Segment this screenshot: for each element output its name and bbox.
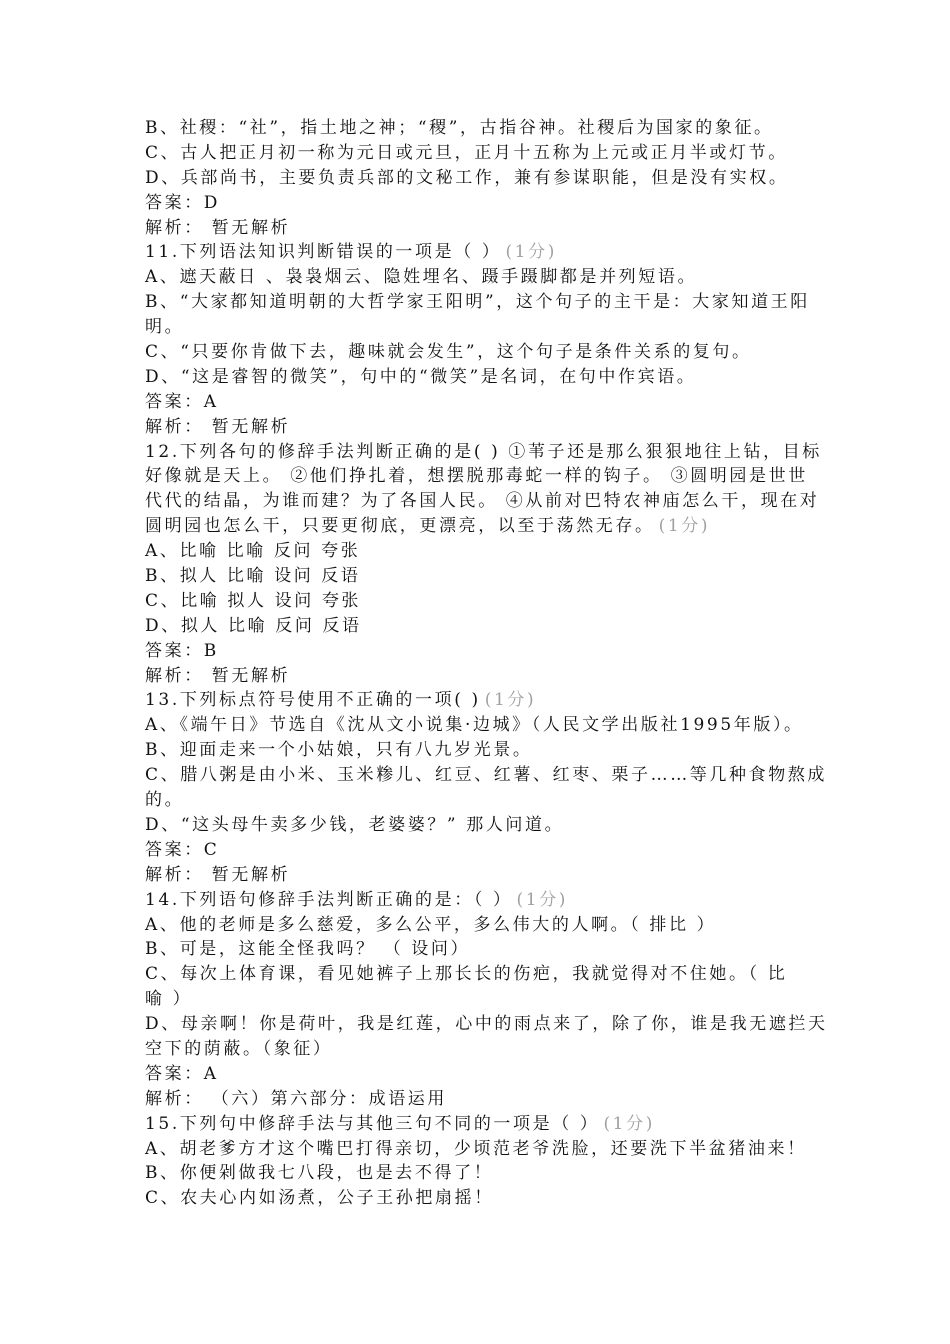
question-text: 12.下列各句的修辞手法判断正确的是( ) ①苇子还是那么狠狠地往上钻，目标 [145,441,822,462]
question-line [145,514,815,539]
question-line [145,888,815,913]
question-text: 代代的结晶，为谁而建？为了各国人民。 ④从前对巴特农神庙怎么干，现在对 [145,491,820,512]
option-text: 喻 ） [145,989,193,1010]
option-line [145,539,815,564]
option-line [145,290,815,315]
option-text: B、可是，这能全怪我吗？ （ 设问） [145,939,471,960]
option-text: A、胡老爹方才这个嘴巴打得亲切，少顷范老爷洗脸，还要洗下半盆猪油来！ [145,1138,807,1159]
option-line [145,1137,815,1162]
question-line [145,440,822,465]
question-text: 14.下列语句修辞手法判断正确的是：（ ） [145,889,513,910]
option-line [145,738,815,763]
analysis-text: 解析： 暂无解析 [145,217,291,238]
option-line [145,788,815,813]
option-line [145,116,815,141]
option-line [145,365,815,390]
option-line [145,340,815,365]
score-label: (1分) [505,242,557,263]
answer-text: 答案：A [145,1063,219,1084]
option-line [145,614,815,639]
option-line [145,589,815,614]
option-text: C、农夫心内如汤煮，公子王孙把扇摇！ [145,1188,494,1209]
option-text: C、“只要你肯做下去，趣味就会发生”，这个句子是条件关系的复句。 [145,342,752,363]
option-line [145,763,828,788]
analysis-text: 解析： 暂无解析 [145,416,291,437]
score-label: (1分) [658,516,711,537]
answer-text: 答案：A [145,391,219,412]
question-line [145,1112,815,1137]
question-line [145,240,815,265]
question-text: 11.下列语法知识判断错误的一项是（ ） [145,242,502,263]
option-line [145,141,815,166]
score-label: (1分) [516,889,569,910]
option-text: 明。 [145,317,185,338]
option-text: C、比喻 拟人 设问 夸张 [145,590,362,611]
option-text: A、遮天蔽日 、袅袅烟云、隐姓埋名、蹑手蹑脚都是并列短语。 [145,267,698,288]
option-line [145,962,815,987]
score-label: (1分) [484,690,537,711]
analysis-line [145,664,815,689]
question-line [145,464,815,489]
answer-line [145,191,815,216]
option-text: B、“大家都知道明朝的大哲学家王阳明”，这个句子的主干是：大家知道王阳 [145,292,810,313]
option-text: B、拟人 比喻 设问 反语 [145,566,361,587]
option-text: C、腊八粥是由小米、玉米糁儿、红豆、红薯、红枣、栗子……等几种食物熬成 [145,765,828,786]
option-text: 空下的荫蔽。（象征） [145,1038,333,1059]
analysis-line [145,1087,815,1112]
option-text: C、古人把正月初一称为元日或元旦，正月十五称为上元或正月半或灯节。 [145,142,788,163]
option-line [145,813,815,838]
option-line [145,1186,815,1211]
option-text: D、母亲啊！你是荷叶，我是红莲，心中的雨点来了，除了你，谁是我无遮拦天 [145,1014,828,1035]
option-line [145,1012,828,1037]
option-text: B、社稷：“社”，指土地之神；“稷”，古指谷神。社稷后为国家的象征。 [145,118,774,138]
answer-line [145,639,815,664]
option-line [145,987,815,1012]
option-line [145,166,815,191]
document-body [145,116,828,1211]
option-line [145,1161,815,1186]
score-label: (1分) [603,1113,655,1134]
answer-text: 答案：B [145,640,219,661]
question-line [145,688,815,713]
option-text: A、《端午日》节选自《沈从文小说集·边城》（人民文学出版社1995年版）。 [145,715,804,736]
answer-line [145,390,815,415]
option-line [145,937,815,962]
option-line [145,315,815,340]
option-text: D、“这头母牛卖多少钱，老婆婆？” 那人问道。 [145,814,565,835]
option-line [145,1037,815,1062]
option-text: 的。 [145,790,185,811]
analysis-text: 解析： （六）第六部分：成语运用 [145,1088,448,1109]
option-text: A、比喻 比喻 反问 夸张 [145,541,361,562]
analysis-line [145,415,815,440]
analysis-text: 解析： 暂无解析 [145,665,291,686]
analysis-text: 解析： 暂无解析 [145,864,291,885]
question-text: 好像就是天上。 ②他们挣扎着，想摆脱那毒蛇一样的钩子。 ③圆明园是世世 [145,466,808,487]
answer-text: 答案：C [145,839,220,860]
option-text: D、“这是睿智的微笑”，句中的“微笑”是名词，在句中作宾语。 [145,366,697,387]
question-text: 圆明园也怎么干，只要更彻底，更漂亮，以至于荡然无存。 [145,516,655,537]
option-text: D、兵部尚书，主要负责兵部的文秘工作，兼有参谋职能，但是没有实权。 [145,167,789,188]
option-text: B、迎面走来一个小姑娘，只有八九岁光景。 [145,740,533,761]
option-line [145,265,815,290]
option-text: C、每次上体育课，看见她裤子上那长长的伤疤，我就觉得对不住她。（ 比 [145,964,788,985]
question-text: 13.下列标点符号使用不正确的一项( ) [145,690,481,711]
question-line [145,489,820,514]
option-text: A、他的老师是多么慈爱，多么公平，多么伟大的人啊。（ 排比 ） [145,914,717,935]
answer-line [145,1062,815,1087]
answer-line [145,838,815,863]
option-line [145,564,815,589]
option-line [145,713,815,738]
answer-text: 答案：D [145,192,221,213]
analysis-line [145,216,815,241]
option-line [145,913,815,938]
option-text: D、拟人 比喻 反问 反语 [145,615,362,636]
question-text: 15.下列句中修辞手法与其他三句不同的一项是（ ） [145,1113,600,1134]
analysis-line [145,863,815,888]
option-text: B、你便剁做我七八段，也是去不得了！ [145,1163,494,1184]
